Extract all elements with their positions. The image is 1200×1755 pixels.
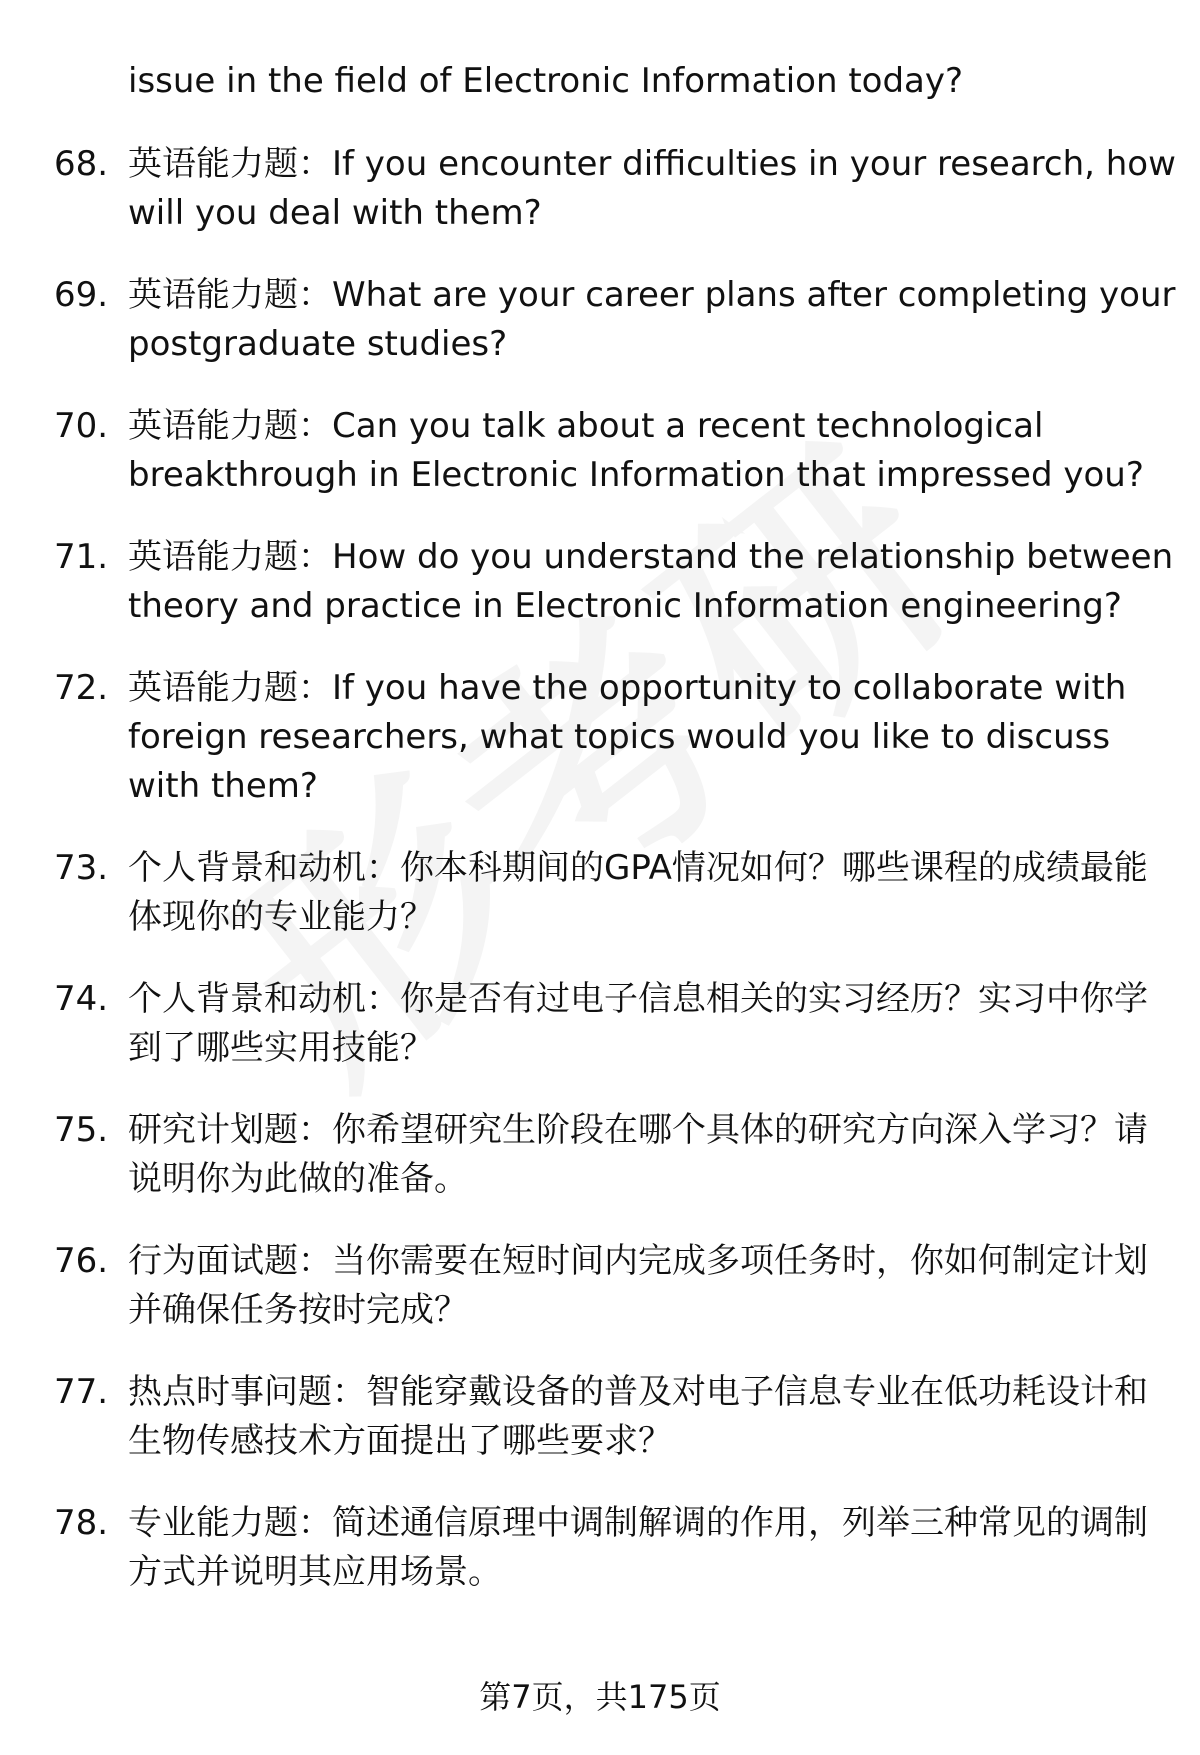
list-item (0, 1106, 1200, 1204)
question-number: 68. (54, 144, 109, 184)
continuation-text: issue in the field of Electronic Information today? (128, 61, 964, 101)
list-item (0, 140, 1200, 238)
question-text: 英语能力题：If you encounter difficulties in your research, how will you deal with them? (128, 144, 1176, 233)
question-text: 热点时事问题：智能穿戴设备的普及对电子信息专业在低功耗设计和生物传感技术方面提出了哪些要求？ (128, 1372, 1148, 1461)
list-item (0, 1499, 1200, 1597)
question-text: 行为面试题：当你需要在短时间内完成多项任务时，你如何制定计划并确保任务按时完成？ (128, 1241, 1148, 1330)
question-number: 70. (54, 406, 109, 446)
question-text: 研究计划题：你希望研究生阶段在哪个具体的研究方向深入学习？请说明你为此做的准备。 (128, 1110, 1148, 1199)
page-footer: 第7页，共175页 (479, 1678, 721, 1716)
question-text: 英语能力题：What are your career plans after completing your postgraduate studies? (128, 275, 1176, 364)
question-number: 73. (54, 848, 109, 888)
list-item (0, 844, 1200, 942)
question-text: 专业能力题：简述通信原理中调制解调的作用，列举三种常见的调制方式并说明其应用场景。 (128, 1503, 1148, 1592)
list-item (0, 1368, 1200, 1466)
question-text: 个人背景和动机：你是否有过电子信息相关的实习经历？实习中你学到了哪些实用技能？ (128, 979, 1148, 1068)
question-number: 69. (54, 275, 109, 315)
list-item (0, 533, 1200, 631)
question-list (0, 57, 1200, 1630)
question-number: 72. (54, 668, 109, 708)
question-text: 个人背景和动机：你本科期间的GPA情况如何？哪些课程的成绩最能体现你的专业能力？ (128, 848, 1148, 937)
list-item (0, 664, 1200, 811)
question-text: 英语能力题：Can you talk about a recent technological breakthrough in Electronic Information that impressed you? (128, 406, 1144, 495)
list-item (0, 1237, 1200, 1335)
question-number: 76. (54, 1241, 109, 1281)
question-text: 英语能力题：If you have the opportunity to collaborate with foreign researchers, what topics would you like to discuss with them? (128, 668, 1127, 806)
list-item (0, 975, 1200, 1073)
list-item (0, 402, 1200, 500)
question-text: 英语能力题：How do you understand the relationship between theory and practice in Electronic Information engineering? (128, 537, 1174, 626)
list-item (0, 271, 1200, 369)
question-number: 74. (54, 979, 109, 1019)
question-number: 75. (54, 1110, 109, 1150)
question-number: 71. (54, 537, 109, 577)
question-number: 77. (54, 1372, 109, 1412)
question-number: 78. (54, 1503, 109, 1543)
